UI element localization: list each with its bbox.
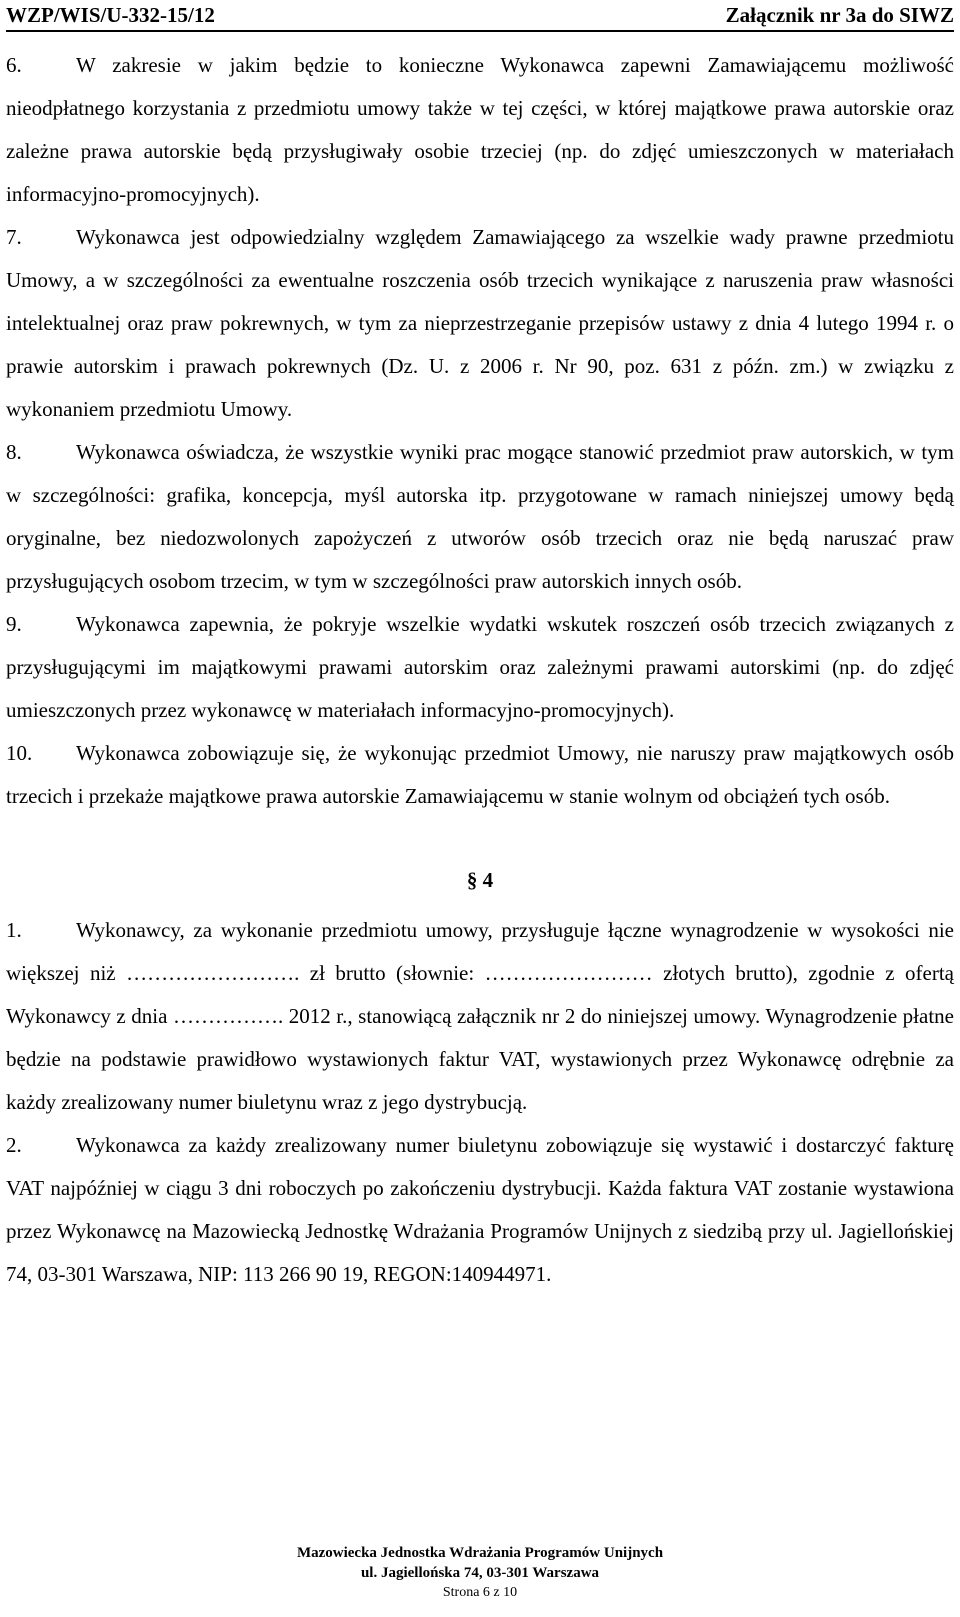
attachment-label: Załącznik nr 3a do SIWZ (725, 3, 954, 27)
paragraph (6, 603, 954, 732)
paragraph-number: 6. (6, 53, 22, 77)
paragraph-text: Wykonawca jest odpowiedzialny względem Zamawiającego za wszelkie wady prawne przedmiotu Umowy, a w szczególności za ewentualne roszczenia osób trzecich wynikające z naruszenia praw własności intelektualnej oraz praw pokrewnych, w tym za nieprzestrzeganie przepisów ustawy z dnia 4 lutego 1994 r. o prawie autorskim i prawach pokrewnych (Dz. U. z 2006 r. Nr 90, poz. 631 z późn. zm.) w związku z wykonaniem przedmiotu Umowy. (6, 225, 954, 421)
paragraph-number: 2. (6, 1133, 22, 1157)
paragraph-text: Wykonawca oświadcza, że wszystkie wyniki prac mogące stanowić przedmiot praw autorskich, w tym w szczególności: grafika, koncepcja, myśl autorska itp. przygotowane w ramach niniejszej umowy będą oryginalne, bez niedozwolonych zapożyczeń z utworów osób trzecich oraz nie będą naruszać praw przysługujących osobom trzecim, w tym w szczególności praw autorskich innych osób. (6, 440, 954, 593)
paragraph-number: 7. (6, 225, 22, 249)
paragraph-text: Wykonawca zapewnia, że pokryje wszelkie wydatki wskutek roszczeń osób trzecich związanych z przysługującymi im majątkowymi prawami autorskim oraz zależnymi prawami autorskimi (np. do zdjęć umieszczonych przez wykonawcę w materiałach informacyjno-promocyjnych). (6, 612, 954, 722)
paragraph-text: Wykonawcy, za wykonanie przedmiotu umowy, przysługuje łączne wynagrodzenie w wysokości nie większej niż ……………………. zł brutto (słownie: …………………… złotych brutto), zgodnie z ofertą Wykonawcy z dnia ……………. 2012 r., stanowiącą załącznik nr 2 do niniejszej umowy. Wynagrodzenie płatne będzie na podstawie prawidłowo wystawionych faktur VAT, wystawionych przez Wykonawcę odrębnie za każdy zrealizowany numer biuletynu wraz z jego dystrybucją. (6, 918, 954, 1114)
paragraph-text: Wykonawca za każdy zrealizowany numer biuletynu zobowiązuje się wystawić i dostarczyć fakturę VAT najpóźniej w ciągu 3 dni roboczych po zakończeniu dystrybucji. Każda faktura VAT zostanie wystawiona przez Wykonawcę na Mazowiecką Jednostkę Wdrażania Programów Unijnych z siedzibą przy ul. Jagiellońskiej 74, 03-301 Warszawa, NIP: 113 266 90 19, REGON:140944971. (6, 1133, 954, 1286)
paragraph-list-part1 (6, 44, 954, 818)
paragraph-number: 1. (6, 918, 22, 942)
page-footer (0, 1543, 960, 1603)
paragraph (6, 909, 954, 1124)
paragraph-number: 10. (6, 741, 33, 765)
paragraph (6, 44, 954, 216)
paragraph-text: Wykonawca zobowiązuje się, że wykonując przedmiot Umowy, nie naruszy praw majątkowych osób trzecich i przekaże majątkowe prawa autorskie Zamawiającemu w stanie wolnym od obciążeń tych osób. (6, 741, 954, 808)
footer-organization: Mazowiecka Jednostka Wdrażania Programów Unijnych (296, 1545, 664, 1561)
paragraph (6, 431, 954, 603)
paragraph-number: 9. (6, 612, 22, 636)
paragraph (6, 1124, 954, 1296)
document-reference: WZP/WIS/U-332-15/12 (6, 3, 215, 27)
page-number: Strona 6 z 10 (442, 1585, 518, 1600)
document-body (6, 44, 954, 1296)
paragraph (6, 732, 954, 818)
footer-address: ul. Jagiellońska 74, 03-301 Warszawa (360, 1565, 600, 1581)
paragraph-text: W zakresie w jakim będzie to konieczne Wykonawca zapewni Zamawiającemu możliwość nieodpłatnego korzystania z przedmiotu umowy także w tej części, w której majątkowe prawa autorskie oraz zależne prawa autorskie będą przysługiwały osobie trzeciej (np. do zdjęć umieszczonych w materiałach informacyjno-promocyjnych). (6, 53, 954, 206)
paragraph-number: 8. (6, 440, 22, 464)
section-heading: § 4 (466, 868, 494, 892)
paragraph (6, 216, 954, 431)
page-header (6, 0, 954, 32)
paragraph-list-part2 (6, 909, 954, 1296)
